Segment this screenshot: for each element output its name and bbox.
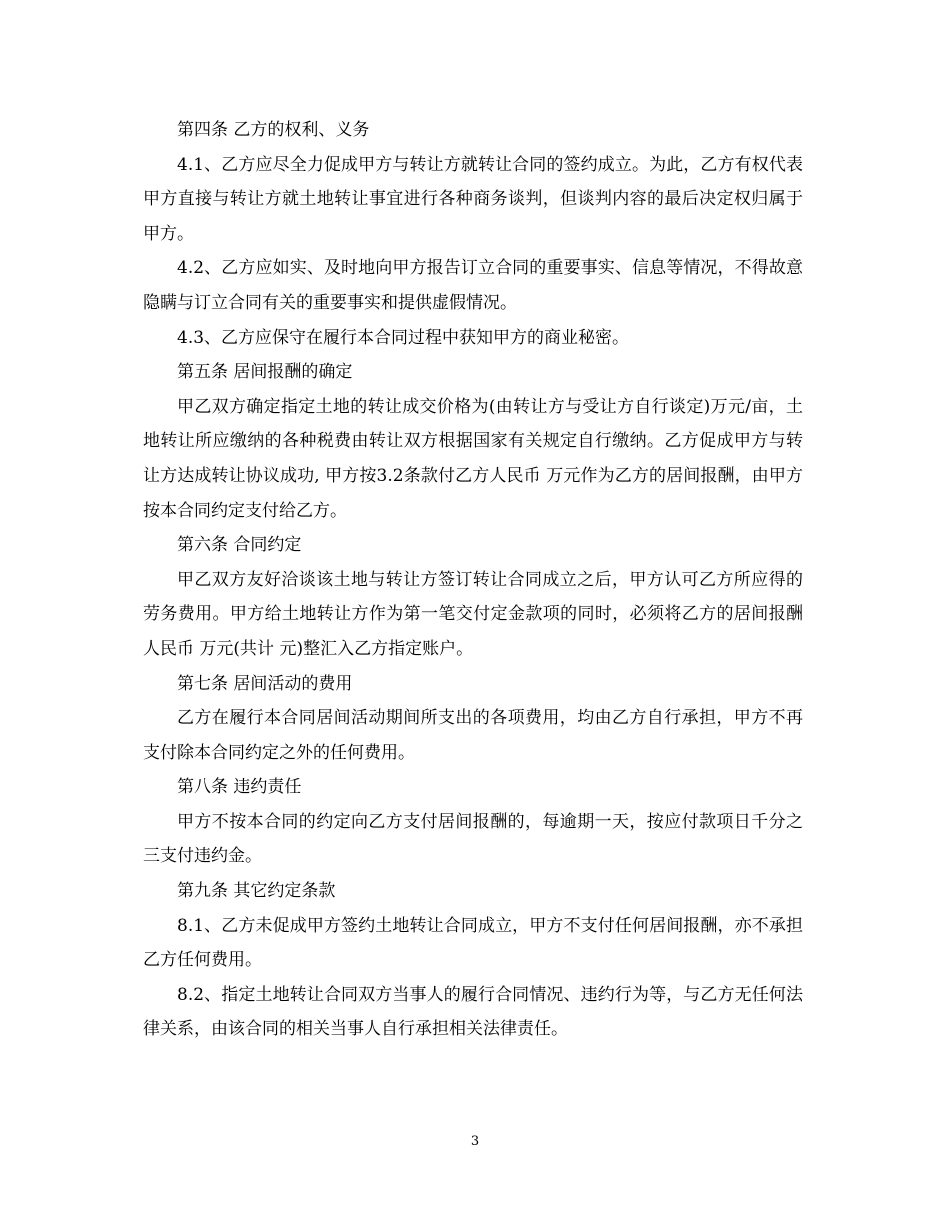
article-5-heading: 第五条 居间报酬的确定 xyxy=(177,362,353,383)
clause-8-2: 8.2、指定土地转让合同双方当事人的履行合同情况、违约行为等，与乙方无任何法律关系，由该合同的相关当事人自行承担相关法律责任。 xyxy=(143,984,803,1040)
article-8-body: 甲方不按本合同的约定向乙方支付居间报酬的，每逾期一天，按应付款项日千分之三支付违约金。 xyxy=(143,811,803,867)
clause-4-2: 4.2、乙方应如实、及时地向甲方报告订立合同的重要事实、信息等情况，不得故意隐瞒与订立合同有关的重要事实和提供虚假情况。 xyxy=(143,258,803,313)
page-number: 3 xyxy=(470,1134,480,1149)
article-9-heading: 第九条 其它约定条款 xyxy=(177,881,336,902)
article-6-heading: 第六条 合同约定 xyxy=(177,535,302,556)
article-7-heading: 第七条 居间活动的费用 xyxy=(177,673,353,694)
clause-8-1: 8.1、乙方未促成甲方签约土地转让合同成立，甲方不支付任何居间报酬，亦不承担乙方任何费用。 xyxy=(143,915,803,971)
article-6-body: 甲乙双方友好洽谈该土地与转让方签订转让合同成立之后，甲方认可乙方所应得的劳务费用。甲方给土地转让方作为第一笔交付定金款项的同时，必须将乙方的居间报酬人民币 万元(共计 元)整汇入乙方指定账户。 xyxy=(143,569,803,659)
article-7-body: 乙方在履行本合同居间活动期间所支出的各项费用，均由乙方自行承担，甲方不再支付除本合同约定之外的任何费用。 xyxy=(143,708,803,763)
article-4-heading: 第四条 乙方的权利、义务 xyxy=(177,120,370,140)
article-8-heading: 第八条 违约责任 xyxy=(177,777,302,798)
document-body xyxy=(143,113,803,1047)
clause-4-1: 4.1、乙方应尽全力促成甲方与转让方就转让合同的签约成立。为此，乙方有权代表甲方直接与转让方就土地转让事宜进行各种商务谈判，但谈判内容的最后决定权归属于甲方。 xyxy=(143,154,803,244)
article-5-body: 甲乙双方确定指定土地的转让成交价格为(由转让方与受让方自行谈定)万元/亩，土地转让所应缴纳的各种税费由转让双方根据国家有关规定自行缴纳。乙方促成甲方与转让方达成转让协议成功, 甲方按3.2条款付乙方人民币 万元作为乙方的居间报酬，由甲方按本合同约定支付给乙方。 xyxy=(143,396,803,521)
clause-4-3: 4.3、乙方应保守在履行本合同过程中获知甲方的商业秘密。 xyxy=(177,327,630,348)
